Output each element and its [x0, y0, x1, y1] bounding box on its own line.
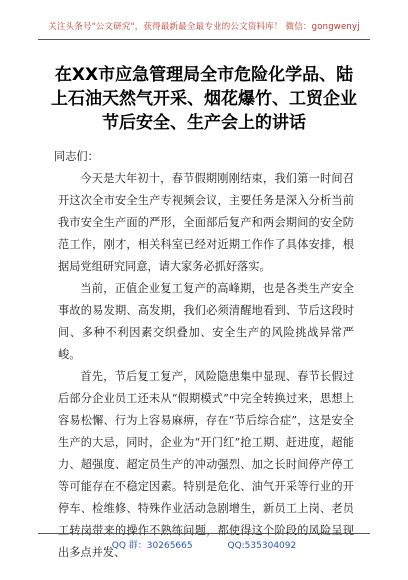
paragraph-first-point: 首先，节后复工复产，风险隐患集中显现、春节长假过后部分企业员工还未从“假期模式”中完全转换过来，思想上容易松懈、行为上容易麻痹，存在“节后综合症”，这是安全生产的大忌，同时，企业为“开门红”抢工期、赶进度，超能力、超强度、超定员生产的冲动强烈、加之长时间停产停工等可能存在不稳定因素。特别是危化、油气开采等行业的开停车、检维修、特殊作业活动急剧增生，新员工上岗、老员工转岗带来的操作不熟练问题，都使得这个阶段的风险呈现出多点并发、: [58, 370, 354, 559]
salutation: 同志们：: [54, 150, 99, 163]
page-title: [40, 63, 368, 135]
title-line-1: 在XX市应急管理局全市危险化学品、陆: [54, 65, 354, 85]
paragraph-situation: 当前，正值企业复工复产的高峰期，也是各类生产安全事故的易发期、高发期，我们必须清醒地看到、节后这段时间、多种不利因素交织叠加、安全生产的风险挑战异常严峻。: [58, 282, 354, 361]
footer-contacts: [0, 538, 408, 551]
footer-qq: QQ:535304092: [227, 541, 297, 551]
paragraph-opening: 今天是大年初十，春节假期刚刚结束，我们第一时间召开这次全市安全生产专视频会议，主要任务是深入分析当前我市安全生产面的严形，全面部后复产和两会期间的安全防范工作，刚才，相关科室已经对近期工作作了具体安排，根据局党组研究同意，请大家务必抓好落实。: [58, 172, 354, 273]
header-divider: [38, 39, 370, 40]
footer-qq-group: QQ 群：30265665: [111, 541, 193, 551]
title-line-2: 上石油天然气开采、烟花爆竹、工贸企业: [51, 89, 357, 109]
footer-divider: [38, 533, 370, 534]
title-line-3: 节后安全、生产会上的讲话: [102, 113, 306, 133]
document-body: [54, 146, 354, 564]
header-banner: 关注头条号"公文研究"，获得最新最全最专业的公文资料库！ 微信：gongwenyj: [48, 22, 360, 32]
